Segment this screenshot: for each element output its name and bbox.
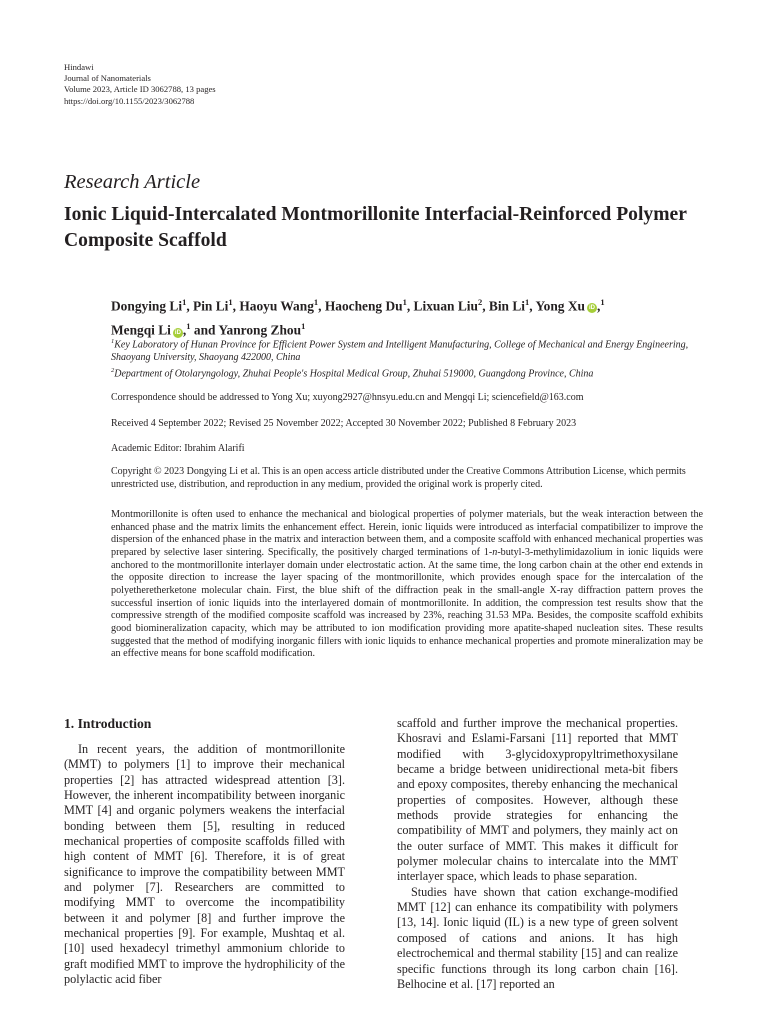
author-affiliation-mark: 1 (600, 297, 605, 307)
publication-dates: Received 4 September 2022; Revised 25 November 2022; Accepted 30 November 2022; Published 8 February 2023 (111, 418, 577, 429)
journal-header (64, 62, 216, 107)
abstract-italic: n (492, 547, 498, 559)
body-paragraph: Studies have shown that cation exchange-modified MMT [12] can enhance its compatibility with polymers [13, 14]. Ionic liquid (IL) is a new type of green solvent composed of cations and anions. It has high electrochemical and thermal stability [15] and can realize specific functions through its long carbon chain [16]. Belhocine et al. [17] reported an (397, 884, 678, 991)
article-type: Research Article (64, 171, 201, 193)
author-name: Dongying Li (111, 298, 183, 314)
academic-editor: Academic Editor: Ibrahim Alarifi (111, 443, 245, 454)
author-affiliation-mark: 1 (228, 297, 233, 307)
author-name: Yanrong Zhou (218, 322, 302, 338)
affiliation-item (111, 365, 721, 381)
author-name: Haocheng Du (324, 298, 403, 314)
affiliation-number: 1 (111, 338, 115, 345)
affiliation-text: Key Laboratory of Hunan Province for Efficient Power System and Intelligent Manufacturing, College of Mechanical and Energy Engineering, Shaoyang University, Shaoyang 422000, China (111, 339, 689, 363)
publisher-name: Hindawi (64, 62, 94, 72)
affiliation-text: Department of Otolaryngology, Zhuhai People's Hospital Medical Group, Zhuhai 519000, Guangdong Province, China (114, 367, 594, 379)
author-affiliation-mark: 1 (182, 297, 187, 307)
section-heading: 1. Introduction (64, 716, 152, 731)
abstract (111, 509, 703, 661)
left-column (64, 716, 345, 988)
body-paragraph: In recent years, the addition of montmorillonite (MMT) to polymers [1] to improve their mechanical properties [2] has attracted widespread attention [3]. However, the inherent incompatibility between inorganic MMT [4] and organic polymers weakens the interfacial bonding between them [5], resulting in reduced mechanical properties of composite scaffolds filled with high content of MMT [6]. Therefore, it is of great significance to improve the compatibility between MMT and polymer [7]. Researchers are committed to modifying MMT to overcome the incompatibility between it and polymer [8] and further improve the mechanical properties [9]. For example, Mushtaq et al. [10] used hexadecyl trimethyl ammonium chloride to graft modified MMT to improve the hydrophilicity of the polylactic acid fiber (64, 742, 345, 987)
affiliations (111, 336, 721, 380)
author-affiliation-mark: 2 (477, 297, 483, 307)
author-connector: and (193, 322, 216, 338)
doi-link[interactable]: https://doi.org/10.1155/2023/3062788 (64, 95, 195, 106)
affiliation-number: 2 (111, 366, 115, 374)
author-name: Lixuan Liu (413, 298, 478, 314)
affiliation-item (111, 336, 721, 365)
author-list: Dongying Li$^1$, Pin Li$^1$, Haoyu Wang$^1$, Haocheng Du$^1$, Lixuan Liu$^2$, Bin Li$^1$, Yong Xu iD ,$^1$ Mengqi Li iD ,$^1$ and Yanrong Zhou$^1$ (111, 297, 605, 338)
correspondence: Correspondence should be addressed to Yong Xu; xuyong2927@hnsyu.edu.cn and Mengqi Li; sciencefield@163.com (111, 392, 584, 403)
body-paragraph: scaffold and further improve the mechanical properties. Khosravi and Eslami-Farsani [11] reported that MMT modified with 3-glycidoxypropyltrimethoxysilane became a bridge between unidirectional meta-bit fibers and epoxy composites, thereby enhancing the mechanical properties of composites. However, although these methods provide strategies for enhancing the compatibility of MMT and polymers, they mainly act on the outer surface of MMT. This makes it difficult for polymer molecular chains to intercalate into the MMT interlayer space, which leads to phase separation. (397, 716, 678, 884)
author-name: Yong Xu (535, 298, 585, 314)
right-column (397, 716, 678, 992)
author-affiliation-mark: 1 (313, 297, 319, 307)
author-name: Mengqi Li (111, 322, 171, 338)
abstract-text: Montmorillonite is often used to enhance the mechanical and biological properties of polymer materials, but the weak interaction between the enhanced phase and the matrix limits the enhancement effect. Herein, ionic liquids were introduced as interfacial compatibilizer to improve the dispersion of the enhanced phase in the matrix and interaction between them, and a composite scaffold with enhanced mechanical properties was prepared by selective laser sintering. Specifically, the positively charged terminations of 1- (111, 509, 703, 559)
journal-name: Journal of Nanomaterials (64, 73, 151, 84)
paper-title: Ionic Liquid-Intercalated Montmorillonite Interfacial-Reinforced Polymer Composite Scaffold (64, 204, 687, 251)
volume-info: Volume 2023, Article ID 3062788, 13 pages (64, 84, 216, 95)
author-affiliation-mark: 1 (402, 297, 407, 307)
author-affiliation-mark: 1 (186, 321, 191, 332)
author-name: Haoyu Wang (239, 298, 314, 314)
author-name: Bin Li (488, 298, 525, 314)
orcid-icon[interactable]: iD (174, 329, 181, 336)
author-affiliation-mark: 1 (525, 297, 530, 307)
copyright-notice: Copyright © 2023 Dongying Li et al. This is an open access article distributed under the Creative Commons Attribution License, which permits unrestricted use, distribution, and reproduction in any medium, provided the original work is properly cited. (111, 466, 686, 490)
author-name: Pin Li (193, 298, 229, 314)
author-affiliation-mark: 1 (301, 321, 306, 332)
abstract-text: -butyl-3-methylimidazolium in ionic liquids were anchored to the montmorillonite interlayer domain under electrostatic action. At the same time, the long carbon chain at the other end extends in the opposite direction to increase the layer spacing of the montmorillonite, which provides enough space for the intercalation of the polyetheretherketone molecular chain. First, the blue shift of the diffraction peak in the small-angle X-ray diffraction pattern proves the successful insertion of ionic liquids into the interlayered domain of montmorillonite. In addition, the compression test results show that the compressive strength of the modified composite scaffold was increased by 23%, reaching 31.53 MPa. Besides, the composite scaffold exhibits good biomineralization capacity, which may be attributed to ion modification providing more apatite-shaped nucleation sites. These results suggested that the method of modifying inorganic fillers with ionic liquids to enhance mechanical properties and promote mineralization may be an effective means for bone scaffold modification. (111, 547, 703, 660)
orcid-icon[interactable]: iD (588, 305, 595, 312)
